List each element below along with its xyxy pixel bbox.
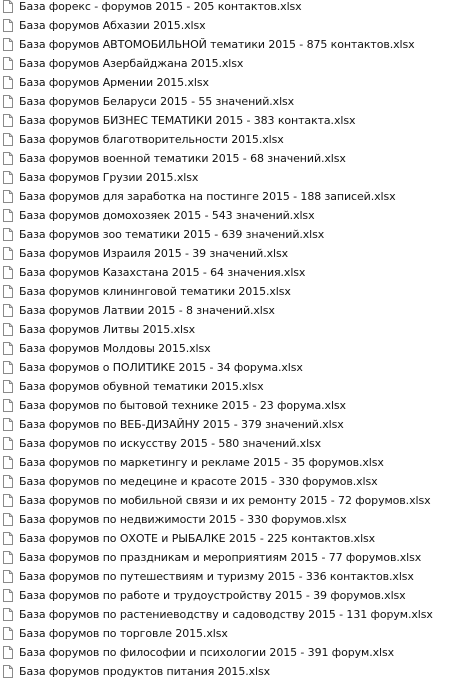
file-list-item[interactable] [0,168,469,187]
file-list-item[interactable] [0,662,469,681]
document-icon [3,209,13,222]
file-list-item[interactable] [0,92,469,111]
file-name: База форумов БИЗНЕС ТЕМАТИКИ 2015 - 383 контакта.xlsx [19,114,356,127]
file-name: База форумов по ОХОТЕ и РЫБАЛКЕ 2015 - 225 контактов.xlsx [19,532,376,545]
document-icon [3,570,13,583]
file-list-item[interactable] [0,624,469,643]
file-name: База форумов по праздникам и мероприятиям 2015 - 77 форумов.xlsx [19,551,422,564]
file-list-item[interactable] [0,529,469,548]
file-name: База форумов Беларуси 2015 - 55 значений.xlsx [19,95,295,108]
document-icon [3,608,13,621]
file-name: База форумов по искусству 2015 - 580 значений.xlsx [19,437,322,450]
document-icon [3,399,13,412]
file-name: База форумов клининговой тематики 2015.xlsx [19,285,291,298]
file-name: База форумов зоо тематики 2015 - 639 значений.xlsx [19,228,325,241]
document-icon [3,475,13,488]
file-name: База форумов по путешествиям и туризму 2015 - 336 контактов.xlsx [19,570,414,583]
file-name: База форумов по ВЕБ-ДИЗАЙНУ 2015 - 379 значений.xlsx [19,418,344,431]
file-list-item[interactable] [0,396,469,415]
document-icon [3,494,13,507]
document-icon [3,152,13,165]
document-icon [3,342,13,355]
file-name: База форумов обувной тематики 2015.xlsx [19,380,264,393]
file-list-item[interactable] [0,73,469,92]
file-list-item[interactable] [0,111,469,130]
document-icon [3,589,13,602]
file-name: База форумов по маркетингу и рекламе 2015 - 35 форумов.xlsx [19,456,384,469]
document-icon [3,665,13,678]
file-name: База форумов Латвии 2015 - 8 значений.xlsx [19,304,275,317]
document-icon [3,228,13,241]
file-list-item[interactable] [0,339,469,358]
document-icon [3,380,13,393]
file-name: База форумов Литвы 2015.xlsx [19,323,195,336]
file-name: База форумов о ПОЛИТИКЕ 2015 - 34 форума.xlsx [19,361,303,374]
file-name: База форумов домохозяек 2015 - 543 значений.xlsx [19,209,315,222]
file-name: База форумов АВТОМОБИЛЬНОЙ тематики 2015 - 875 контактов.xlsx [19,38,415,51]
file-list-item[interactable] [0,415,469,434]
document-icon [3,76,13,89]
file-name: База форумов военной тематики 2015 - 68 значений.xlsx [19,152,346,165]
file-list-item[interactable] [0,16,469,35]
document-icon [3,171,13,184]
file-name: База форумов по медецине и красоте 2015 - 330 форумов.xlsx [19,475,378,488]
file-list-item[interactable] [0,548,469,567]
file-list-item[interactable] [0,282,469,301]
file-list-item[interactable] [0,453,469,472]
file-name: База форумов Армении 2015.xlsx [19,76,209,89]
file-list-item[interactable] [0,491,469,510]
file-name: База форумов продуктов питания 2015.xlsx [19,665,271,678]
file-list-item[interactable] [0,320,469,339]
document-icon [3,190,13,203]
file-list-item[interactable] [0,130,469,149]
file-name: База форумов по торговле 2015.xlsx [19,627,228,640]
document-icon [3,0,13,13]
file-list-item[interactable] [0,643,469,662]
document-icon [3,95,13,108]
file-list-item[interactable] [0,510,469,529]
file-name: База форумов Казахстана 2015 - 64 значения.xlsx [19,266,306,279]
file-name: База форумов по недвижимости 2015 - 330 форумов.xlsx [19,513,347,526]
file-list-item[interactable] [0,187,469,206]
document-icon [3,361,13,374]
document-icon [3,646,13,659]
file-name: База форумов по работе и трудоустройству 2015 - 39 форумов.xlsx [19,589,406,602]
document-icon [3,57,13,70]
file-name: База форумов Молдовы 2015.xlsx [19,342,211,355]
file-name: База форумов по бытовой технике 2015 - 23 форума.xlsx [19,399,346,412]
document-icon [3,627,13,640]
file-list-item[interactable] [0,225,469,244]
file-name: База форумов по мобильной связи и их ремонту 2015 - 72 форумов.xlsx [19,494,431,507]
file-list-item[interactable] [0,472,469,491]
document-icon [3,437,13,450]
file-name: База форумов Израиля 2015 - 39 значений.xlsx [19,247,288,260]
file-name: База форумов по растениеводству и садоводству 2015 - 131 форум.xlsx [19,608,433,621]
file-name: База форумов по философии и психологии 2015 - 391 форум.xlsx [19,646,395,659]
file-name: База форумов Грузии 2015.xlsx [19,171,199,184]
file-list-item[interactable] [0,244,469,263]
document-icon [3,456,13,469]
file-list-item[interactable] [0,434,469,453]
file-list-item[interactable] [0,605,469,624]
file-list-item[interactable] [0,567,469,586]
file-list-item[interactable] [0,586,469,605]
document-icon [3,532,13,545]
document-icon [3,304,13,317]
document-icon [3,323,13,336]
file-name: База форумов Абхазии 2015.xlsx [19,19,206,32]
file-list-item[interactable] [0,358,469,377]
document-icon [3,513,13,526]
document-icon [3,133,13,146]
document-icon [3,38,13,51]
file-list-item[interactable] [0,301,469,320]
file-name: База форумов благотворительности 2015.xlsx [19,133,284,146]
file-list-item[interactable] [0,206,469,225]
document-icon [3,247,13,260]
document-icon [3,114,13,127]
document-icon [3,551,13,564]
document-icon [3,19,13,32]
file-list-item[interactable] [0,377,469,396]
file-name: База форекс - форумов 2015 - 205 контактов.xlsx [19,0,302,13]
file-list-item[interactable] [0,149,469,168]
file-name: База форумов Азербайджана 2015.xlsx [19,57,244,70]
document-icon [3,418,13,431]
file-list-item[interactable] [0,54,469,73]
file-list-item[interactable] [0,263,469,282]
file-name: База форумов для заработка на постинге 2015 - 188 записей.xlsx [19,190,396,203]
document-icon [3,266,13,279]
file-list-item[interactable] [0,0,469,16]
file-list-item[interactable] [0,35,469,54]
document-icon [3,285,13,298]
